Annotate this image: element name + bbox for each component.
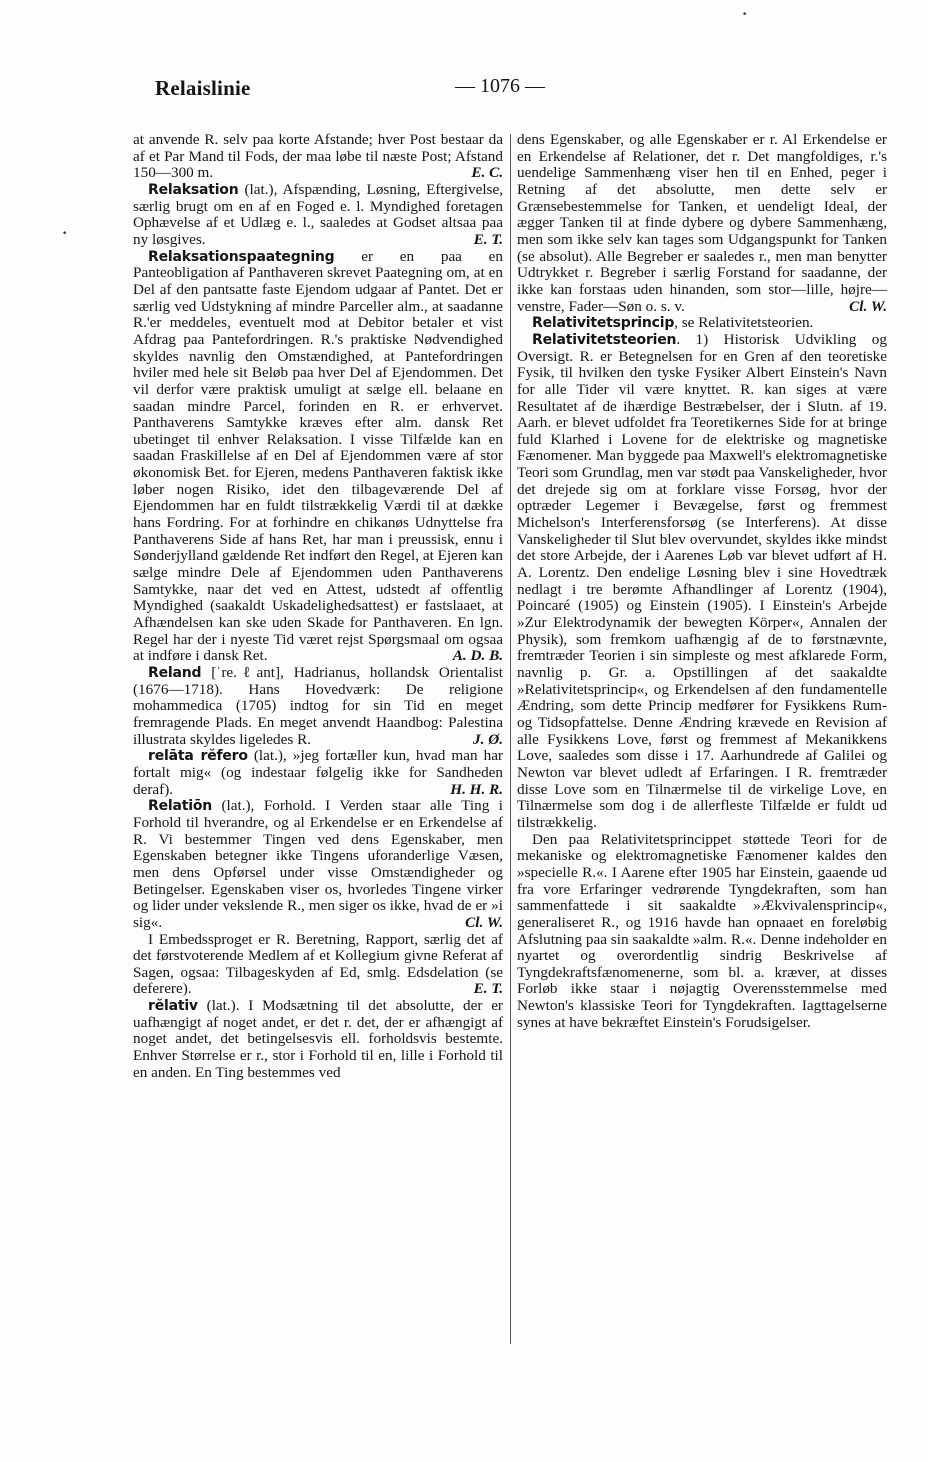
author-signature: J. Ø. [473, 730, 503, 748]
entry-paragraph [517, 332, 887, 832]
entry-paragraph [517, 832, 887, 1032]
author-signature: Cl. W. [849, 297, 887, 315]
entry-paragraph [133, 998, 503, 1081]
entry-paragraph [133, 748, 503, 798]
entry-paragraph [133, 665, 503, 748]
entry-text: (lat.), Forhold. I Verden staar alle Ting i Forhold til hverandre, og al Erkendelse er en Erkendelse af R. Vi bestemmer Tingen ved dens Egenskaber, men Egenskaben betegner ikke Tingens uforanderlige Væsen, men dens Opførsel under visse Omstændigheder og Betingelser. Egenskaben viser os, hvorledes Tingene virker og lider under vekslende R., men siger os ikke, hvad de er »i sig«. [133, 797, 503, 931]
entry-paragraph [133, 249, 503, 665]
author-signature: A. D. B. [452, 647, 503, 665]
column-divider [510, 134, 511, 1344]
entry-headword: Reland [148, 665, 202, 681]
ink-speck: • [62, 229, 68, 239]
right-column [517, 132, 887, 1031]
entry-headword: rĕlativ [148, 998, 198, 1015]
entry-headword: Relaksation [148, 181, 239, 198]
entry-text: [ˈre.ℓant], Hadrianus, hollandsk Orientalist (1676—1718). Hans Hovedværk: De religione mohammedica (1705) indtog for sin Tid en meget fremragende Plads. En meget anvendt Haandbog: Palestina illustrata skyldes ligeledes R. [133, 664, 503, 748]
entry-text: dens Egenskaber, og alle Egenskaber er r. Al Erkendelse er en Erkendelse af Relationer, det r. Det mangfoldiges, r.'s uendelige Sammenhæng viser hen til en Enhed, peger i Retning af det absolutte, men dette selv er Grænsebestemmelse for Tanken, et uendeligt Ideal, der ægger Tanken til at finde dybere og dybere Sammenhæng, men som ikke selv kan tages som Udgangspunkt for Tanken (se absolut). Alle Begreber er saaledes r., men man benytter Udtrykket r. Begreber i særlig Forstand for saadanne, der ikke kan forstaas uden hinanden, som stor—lille, højre—venstre, Fader—Søn o. s. v. [517, 131, 887, 315]
entry-text: (lat.), Afspænding, Løsning, Eftergivelse, særlig brugt om en af en Foged e. l. Myndighed foretagen Ophævelse af et Udlæg e. l., saaledes at Godset altsaa paa ny løsgives. [133, 180, 503, 248]
entry-text: (lat.). I Modsætning til det absolutte, der er uafhængigt af noget andet, er det r. det, der er afhængigt af noget andet, det betingelsesvis ell. forholdsvis bestemte. Enhver Størrelse er r., stor i Forhold til en, lille i Forhold til en anden. En Ting bestemmes ved [133, 997, 503, 1081]
entry-text: , se Relativitetsteorien. [674, 314, 814, 332]
entry-text: er en paa en Panteobligation af Panthaveren skrevet Paategning om, at en Del af den pantsatte faste Ejendom udgaar af Pantet. Det er særlig ved Udstykning af mindre Parceller alm., at saadanne R.'er meddeles, eventuelt mod at Debitor betaler et vist Afdrag paa Pantefordringen. R.'s praktiske Nødvendighed skyldes navnlig den Omstændighed, at Pantefordringen hviler med hele sit Beløb paa hver Del af Ejendommen. Det vil derfor være praktisk umuligt at sælge ell. belaane en saadan mindre Parcel, forinden en R. er erhvervet. Panthaverens Samtykke kræves efter alm. dansk Ret ubetinget til enhver Relaksation. I visse Tilfælde kan en saadan Fraskillelse af en Del af Ejendommen være af stor økonomisk Bet. for Ejeren, medens Panthaveren faktisk ikke løber nogen Risiko, idet den tilbageværende Del af Ejendommen har en fuldt tilstrækkelig Værdi til at dække hans Fordring. For at forhindre en chikanøs Udnyttelse fra Panthaverens Side af hans Ret, har man i preussisk, ennu i Sønderjylland gældende Ret indført den Regel, at Ejeren kan sælge mindre Dele af Ejendommen uden Panthaverens Samtykke, naar det ved en Attest, udstedt af offentlig Myndighed (saakaldt Uskadelighedsattest) er fastslaaet, at Afhændelsen kan ske uden Skade for Panthaveren. En lgn. Regel har der i nyeste Tid været rejst Spørgsmaal om ogsaa at indføre i dansk Ret. [133, 247, 503, 665]
author-signature: E. T. [473, 980, 503, 998]
entry-paragraph [517, 132, 887, 315]
entry-headword: Relatiōn [148, 798, 212, 815]
entry-text: Den paa Relativitetsprincippet støttede Teori for de mekaniske og elektromagnetiske Fænomener kaldes den »specielle R.«. I Aarene efter 1905 har Einstein, gaaende ud fra vore Erfaringer vedrørende Tyngdekraften, som han sammenfattede i sit saakaldte »Ækvivalensprincip«, generaliseret R., og 1916 havde han opnaaet en foreløbig Afslutning paa sin saakaldte »alm. R.«. Denne indeholder en nyartet og overordentlig sindrig Beskrivelse af Tyngdekraftsfænomenerne, som bl. a. kræver, at disses Forløb ikke staar i nøjagtig Overensstemmelse med Newton's klassiske Teori for Tyngdekraften. Iagttagelserne synes at have bekræftet Einstein's Forudsigelser. [517, 830, 887, 1031]
entry-text: (lat.), »jeg fortæller kun, hvad man har fortalt mig« (og indestaar følgelig ikke for Sandheden deraf). [133, 747, 503, 798]
author-signature: E. T. [473, 230, 503, 248]
author-signature: H. H. R. [450, 780, 503, 798]
entry-headword: Relativitetsprincip [532, 315, 675, 332]
entry-text: . 1) Historisk Udvikling og Oversigt. R. er Betegnelsen for en Gren af den teoretiske Fysik, til hvilken den tyske Fysiker Albert Einstein's Navn for alle Tider vil være knyttet. R. kan siges at være Resultatet af de ihærdige Bestræbelser, der i Slutn. af 19. Aarh. er blevet udfoldet fra Teoretikernes Side for at bringe fuld Klarhed i Lovene for de elektriske og magnetiske Fænomener. Man byggede paa Maxwell's elektromagnetiske Teori som Grundlag, men var stødt paa Vanskeligheder, hvor det drejede sig om at forklare visse Forsøg, hvor der optræder Legemer i Bevægelse, først og fremmest Michelson's Interferensforsøg (se Interferens). At disse Vanskeligheder til Slut blev overvundet, skyldes ikke mindst det store Arbejde, der i Aarenes Løb var blevet udført af H. A. Lorentz. Den endelige Løsning blev i sine Hovedtræk nedlagt i tre berømte Afhandlinger af Lorentz (1904), Poincaré (1905) og Einstein (1905). I Einstein's Arbejde »Zur Elektrodynamik der bewegten Körper«, Annalen der Physik), som fremkom uafhængig af de to førstnævnte, fremtræder Teorien i sin simpleste og mest afklarede Form, navnlig p. Gr. a. Opstillingen af det saakaldte »Relativitetsprincip«, og Erkendelsen af den fundamentelle Ændring, som dette Princip medfører for Fysikkens Rum- og Tidsopfattelse. Denne Ændring krævede en Revision af alle Fysikkens Love, først og fremmest af Mekanikkens Love, saaledes som disse i 17. Aarhundrede af Galilei og Newton var blevet udledt af Erfaringen. I R. fremtræder disse Love som en Tilnærmelse til de virkelige Love, en Tilnærmelse som dog i de allerfleste Tilfælde er fuldt ud tilstrækkelig. [517, 330, 887, 831]
entry-headword: Relaksationspaategning [148, 248, 335, 265]
entry-text: at anvende R. selv paa korte Afstande; hver Post bestaar da af et Par Mand til Fods, der maa løbe til næste Post; Afstand 150—300 m. [133, 131, 503, 182]
entry-paragraph [133, 182, 503, 249]
author-signature: E. C. [471, 164, 503, 182]
entry-headword: Relativitetsteorien [532, 331, 677, 348]
entry-headword: relāta rĕfero [148, 748, 248, 765]
author-signature: Cl. W. [465, 913, 503, 931]
entry-paragraph [517, 315, 887, 332]
entry-paragraph [133, 132, 503, 182]
entry-text: I Embedssproget er R. Beretning, Rapport, særlig det af det førstvoterende Medlem af et Kollegium givne Referat af Sagen, ogsaa: Tilbageskyden af Ed, smlg. Edsdelation (se deferere). [133, 930, 503, 998]
page-number: — 1076 — [455, 75, 545, 97]
ink-speck: • [742, 10, 748, 20]
running-headword: Relaislinie [155, 76, 251, 100]
entry-paragraph [133, 798, 503, 931]
left-column [133, 132, 503, 1081]
entry-paragraph [133, 932, 503, 999]
